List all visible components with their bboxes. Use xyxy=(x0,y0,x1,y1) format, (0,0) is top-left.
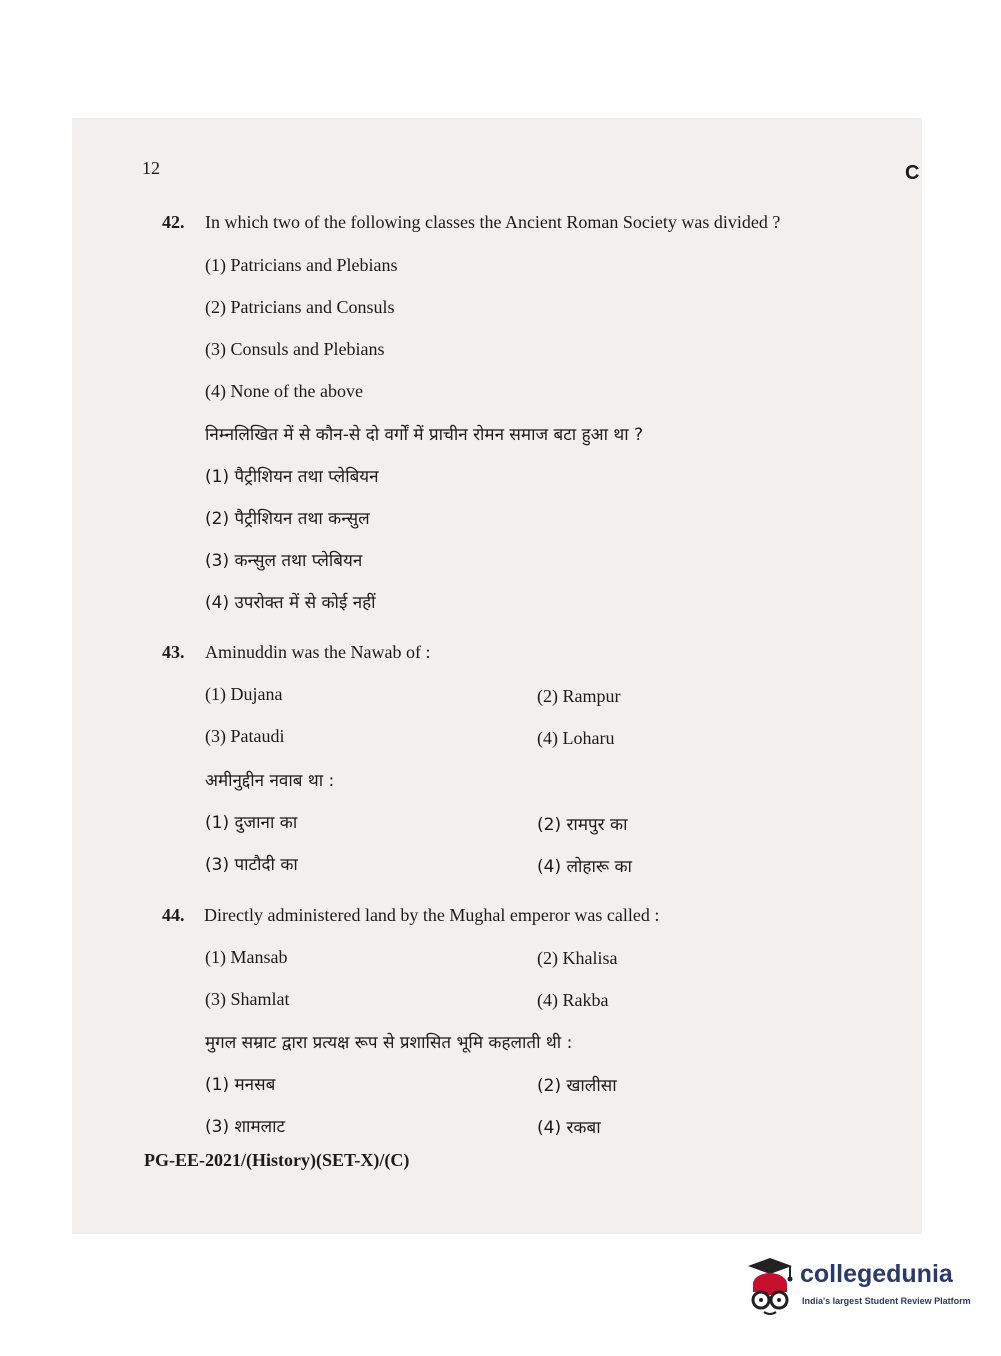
page-footer: PG-EE-2021/(History)(SET-X)/(C) xyxy=(144,1150,410,1170)
option: (1) Dujana xyxy=(205,684,283,704)
option-hindi: (2) पैट्रीशियन तथा कन्सुल xyxy=(205,509,370,529)
mascot-icon xyxy=(740,1252,800,1322)
option: (4) Rakba xyxy=(537,990,609,1010)
question-text-hindi: मुगल सम्राट द्वारा प्रत्यक्ष रूप से प्रशासित भूमि कहलाती थी : xyxy=(205,1033,573,1053)
question-text: In which two of the following classes the Ancient Roman Society was divided ? xyxy=(205,212,781,232)
option-hindi: (4) लोहारू का xyxy=(537,857,632,877)
option: (2) Khalisa xyxy=(537,948,618,968)
question-text-hindi: अमीनुद्दीन नवाब था : xyxy=(205,771,335,791)
option-hindi: (2) खालीसा xyxy=(537,1076,617,1096)
option: (3) Consuls and Plebians xyxy=(205,339,385,359)
option-hindi: (1) दुजाना का xyxy=(205,813,298,833)
option-hindi: (3) पाटौदी का xyxy=(205,855,298,875)
option-hindi: (4) रकबा xyxy=(537,1118,601,1138)
option-hindi: (3) शामलाट xyxy=(205,1117,286,1137)
page-number: 12 xyxy=(142,158,160,178)
question-number: 44. xyxy=(162,905,185,925)
option-hindi: (1) पैट्रीशियन तथा प्लेबियन xyxy=(205,467,379,487)
option: (4) Loharu xyxy=(537,728,615,748)
brand-tagline: India's largest Student Review Platform xyxy=(802,1296,971,1306)
option-hindi: (3) कन्सुल तथा प्लेबियन xyxy=(205,551,363,571)
question-text: Directly administered land by the Mughal emperor was called : xyxy=(204,905,660,925)
option-hindi: (4) उपरोक्त में से कोई नहीं xyxy=(205,593,376,613)
option: (3) Shamlat xyxy=(205,989,290,1009)
set-letter: C xyxy=(905,162,920,184)
option: (1) Mansab xyxy=(205,947,288,967)
option: (3) Pataudi xyxy=(205,726,285,746)
option: (4) None of the above xyxy=(205,381,363,401)
option: (2) Rampur xyxy=(537,686,621,706)
scanned-page xyxy=(72,118,922,1234)
option-hindi: (1) मनसब xyxy=(205,1075,276,1095)
option: (2) Patricians and Consuls xyxy=(205,297,395,317)
question-number: 42. xyxy=(162,212,185,232)
question-text: Aminuddin was the Nawab of : xyxy=(205,642,431,662)
collegedunia-logo xyxy=(740,1252,970,1322)
option-hindi: (2) रामपुर का xyxy=(537,815,628,835)
brand-name: collegedunia xyxy=(800,1260,953,1288)
option: (1) Patricians and Plebians xyxy=(205,255,398,275)
question-text-hindi: निम्नलिखित में से कौन-से दो वर्गों में प्राचीन रोमन समाज बटा हुआ था ? xyxy=(205,425,644,445)
question-number: 43. xyxy=(162,642,185,662)
